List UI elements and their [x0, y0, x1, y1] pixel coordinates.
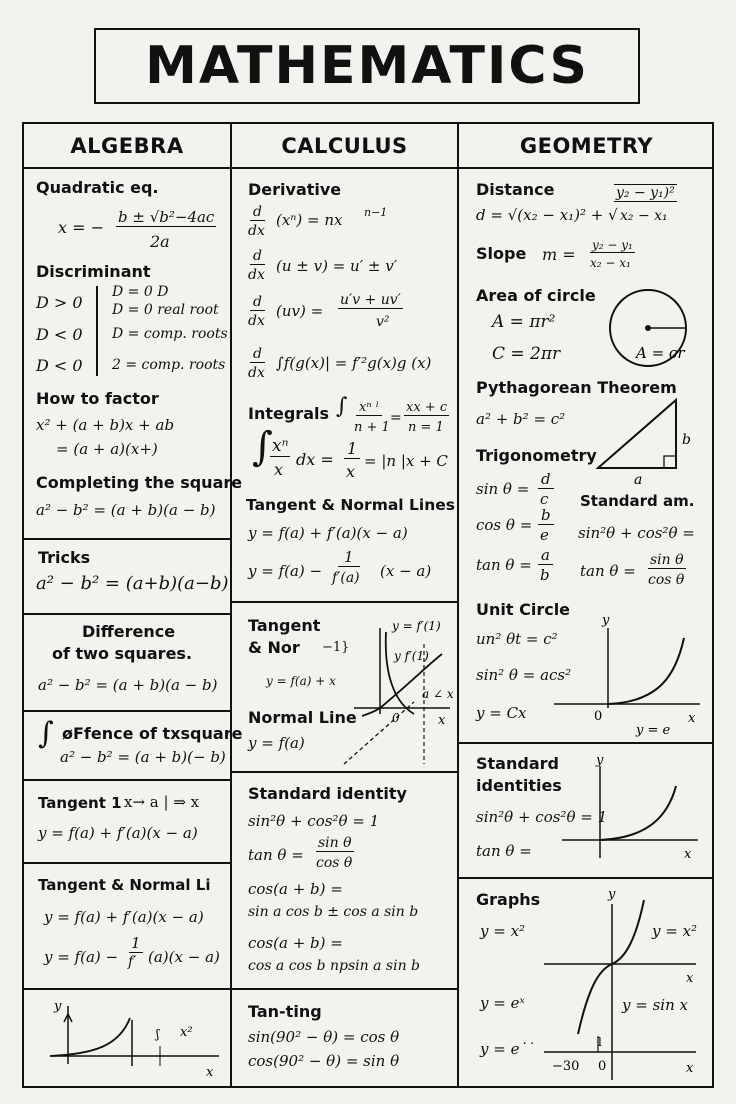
tn-graph-tick: −1}	[322, 640, 350, 655]
tn-lines-eq: y = f(a) −	[248, 562, 323, 580]
difference-heading: Difference	[82, 622, 176, 641]
curve	[386, 632, 414, 714]
column-divider	[230, 124, 232, 1086]
side-label-b: b	[682, 432, 691, 448]
y-label: y	[54, 999, 62, 1014]
graph-label: x	[686, 971, 694, 986]
discriminant-result: D = comp. roots	[112, 326, 228, 342]
fraction-denominator: f′(a)	[332, 570, 360, 586]
factor-line: x² + (a + b)x + ab	[36, 416, 175, 434]
fraction-denominator: x₂ − x₁	[590, 256, 631, 270]
x2-label: x²	[180, 1025, 193, 1040]
derivative-heading: Derivative	[248, 180, 342, 199]
section-divider	[232, 988, 457, 990]
fraction-denominator: b	[540, 566, 550, 584]
graph-label: y	[602, 613, 610, 628]
pythagorean-eq: a² + b² = c²	[476, 410, 566, 428]
tn-graph-heading: & Nor	[248, 638, 300, 657]
distance-heading: Distance	[476, 180, 555, 199]
derivative-rule: (uv) =	[276, 302, 324, 320]
graphs-eq: y = x²	[480, 922, 526, 940]
fraction-numerator: xⁿ	[272, 436, 289, 456]
identity-eq: cos(a + b) =	[248, 880, 343, 898]
standard-am-eq: tan θ =	[580, 562, 636, 580]
tanting-eq: cos(90² − θ) = sin θ	[248, 1052, 400, 1070]
tricks-heading: Tricks	[38, 548, 91, 567]
graphs-eq: y = sin x	[622, 996, 688, 1014]
unit-circle-eq: sin² θ = acs²	[476, 666, 572, 684]
d-operator: d	[250, 346, 265, 363]
right-angle-mark	[664, 456, 676, 468]
fraction-denominator: v²	[376, 314, 390, 330]
fraction-numerator: y₂ − y₁	[592, 238, 633, 252]
unit-circle-eq: un² θt = c²	[476, 630, 558, 648]
title-box	[94, 28, 640, 104]
curve	[578, 900, 644, 1034]
derivative-rule: (xⁿ) = nx	[276, 211, 343, 229]
d-operator: d	[250, 204, 265, 221]
fraction-numerator: a	[538, 546, 553, 565]
unit-circle-heading: Unit Circle	[476, 600, 571, 619]
curve	[50, 1018, 130, 1056]
trig-eq: tan θ =	[476, 556, 532, 574]
fraction-numerator: 1	[338, 548, 360, 567]
integral-result: = |n |x + C	[364, 452, 448, 470]
fence-heading: øFfence of txsquare	[62, 724, 243, 743]
tangent1-heading: Tangent 1	[38, 794, 122, 812]
integral-dx: dx =	[296, 450, 334, 469]
discriminant-heading: Discriminant	[36, 262, 151, 281]
section-divider	[24, 613, 230, 615]
identities-heading: identities	[476, 776, 562, 795]
discriminant-cond: D < 0	[36, 325, 83, 344]
formula-grid	[22, 122, 714, 1088]
identity-eq: cos(a + b) =	[248, 934, 343, 952]
section-divider	[232, 601, 457, 603]
fraction-denominator: c	[540, 490, 549, 508]
graph-label: 0	[392, 711, 400, 725]
section-divider	[24, 538, 230, 540]
identity-eq: tan θ =	[248, 846, 304, 864]
section-divider	[459, 877, 714, 879]
completing-eq: a² − b² = (a + b)(a − b)	[36, 501, 216, 519]
curve	[600, 786, 676, 840]
slope-heading: Slope	[476, 244, 527, 263]
graph-label: x	[684, 847, 692, 862]
completing-heading: Completing the square	[36, 473, 243, 492]
fence-eq: a² − b² = (a + b)(− b)	[60, 748, 226, 766]
right-triangle	[590, 390, 691, 488]
graph-label: 0	[594, 709, 603, 724]
graph-label: l	[598, 1035, 602, 1049]
discriminant-result: 2 = comp. roots	[112, 357, 226, 373]
section-divider	[459, 742, 714, 744]
circle-eq: C = 2πr	[492, 344, 561, 364]
trig-eq: cos θ =	[476, 516, 533, 534]
graph-label: y	[596, 753, 604, 768]
fraction-denominator: cos θ	[648, 572, 685, 588]
quadratic-numerator: b ± √b²−4ac	[118, 208, 215, 226]
identity-eq: sin²θ + cos²θ = 1	[248, 812, 380, 830]
fraction-numerator: xⁿ ˡ	[356, 400, 382, 416]
tanting-heading: Tan-ting	[248, 1002, 322, 1021]
column-divider	[457, 124, 459, 1086]
trig-heading: Trigonometry	[476, 446, 597, 465]
equals-sign: =	[390, 410, 402, 426]
tn-graph-heading: Tangent	[248, 616, 321, 635]
tricks-eq: a² − b² = (a+b)(a−b)	[36, 573, 229, 594]
section-divider	[24, 988, 230, 990]
tanting-eq: sin(90² − θ) = cos θ	[248, 1028, 400, 1046]
d-operator: d	[250, 294, 265, 311]
tn-lines-eq: (x − a)	[380, 562, 432, 580]
fraction-denominator: n + 1	[354, 420, 390, 435]
graphs-eq: y = eˣ	[480, 994, 525, 1012]
tangent1-side: x→ a | ⇒ x	[124, 793, 200, 811]
discriminant-bar	[96, 286, 98, 376]
slope-eq: m =	[542, 245, 576, 264]
dx-operator: dx	[248, 267, 265, 283]
circle-label: A = cr	[636, 344, 685, 362]
distance-eq: d = √(x₂ − x₁)² + √	[476, 206, 618, 224]
graph-label: x	[686, 1061, 694, 1076]
graphs-eq: y = x²	[652, 922, 698, 940]
curve	[608, 638, 684, 704]
fraction-numerator: y₂ − y₁)²	[616, 185, 675, 201]
quadratic-denominator: 2a	[150, 232, 170, 251]
integral-sign: ∫	[252, 424, 273, 470]
tangent-normal-heading: Tangent & Normal Li	[38, 876, 211, 894]
tangent-normal-eq: y = f(a) −	[44, 948, 119, 966]
tn-lines-heading: Tangent & Normal Lines	[246, 496, 455, 514]
section-divider	[232, 771, 457, 773]
dx-operator: dx	[248, 313, 265, 329]
graph-label: y = f′(1)	[392, 619, 441, 633]
identities-heading: Standard	[476, 754, 559, 773]
unit-circle-eq: y = Cx	[476, 704, 527, 722]
identity-eq: cos a cos b npsin a sin b	[248, 958, 421, 974]
graph-label: x	[688, 711, 696, 726]
header-algebra: ALGEBRA	[70, 134, 184, 158]
tangent1-eq: y = f(a) + f′(a)(x − a)	[38, 824, 198, 842]
derivative-superscript: n−1	[364, 206, 388, 219]
discriminant-cond: D > 0	[36, 293, 83, 312]
d-operator: d	[250, 248, 265, 265]
fraction-numerator: sin θ	[318, 835, 352, 851]
page-title: MATHEMATICS	[145, 36, 589, 96]
graph-label: 0	[598, 1059, 607, 1074]
normal-line-eq: y = f(a)	[248, 734, 305, 752]
graph-label: y = e	[636, 723, 671, 738]
s-label: ʃ	[156, 1027, 160, 1041]
normal-line-heading: Normal Line	[248, 708, 357, 727]
fraction-numerator: d	[538, 470, 554, 489]
graphs-plot	[540, 886, 712, 1082]
graph-label: y f′(1)	[394, 649, 429, 663]
standard-am-eq: sin²θ + cos²θ =	[578, 524, 695, 542]
tn-graph-eq: y = f(a) + x	[266, 674, 336, 688]
derivative-rule: (u ± v) = u′ ± v′	[276, 257, 398, 275]
pythagorean-heading: Pythagorean Theorem	[476, 378, 677, 397]
dx-operator: dx	[248, 223, 265, 239]
fraction-numerator: u′v + uv′	[340, 292, 401, 308]
trig-eq: sin θ =	[476, 480, 530, 498]
header-calculus: CALCULUS	[281, 134, 408, 158]
header-geometry: GEOMETRY	[519, 134, 654, 158]
integrals-heading: Integrals	[248, 404, 329, 423]
graphs-eq: y = e˙˙	[480, 1040, 535, 1058]
fraction-numerator: xx + c	[406, 400, 448, 415]
algebra-graph	[34, 994, 226, 1084]
tangent-normal-eq: y = f(a) + f′(a)(x − a)	[44, 908, 204, 926]
tangent-normal-eq: (a)(x − a)	[148, 948, 220, 966]
difference-eq: a² − b² = (a + b)(a − b)	[38, 676, 218, 694]
fraction-numerator: sin θ	[650, 552, 684, 568]
normal-line	[344, 702, 414, 764]
discriminant-result: D = 0 D	[112, 284, 169, 300]
identities-eq: tan θ =	[476, 842, 532, 860]
identity-eq: sin a cos b ± cos a sin b	[248, 904, 419, 920]
tangent-normal-graph	[314, 614, 454, 769]
tn-lines-eq: y = f(a) + f′(a)(x − a)	[248, 524, 408, 542]
graphs-heading: Graphs	[476, 890, 541, 909]
fraction-denominator: e	[540, 526, 549, 544]
fraction-denominator: x₂ − x₁	[620, 208, 668, 224]
factor-heading: How to factor	[36, 389, 159, 408]
identity-heading: Standard identity	[248, 784, 407, 803]
factor-line: = (a + a)(x+)	[56, 440, 158, 458]
difference-heading: of two squares.	[52, 644, 193, 663]
graph-label: x	[438, 713, 446, 728]
graph-label: y	[608, 887, 616, 902]
side-label-a: a	[634, 472, 643, 488]
quadratic-lhs: x = −	[58, 218, 105, 237]
fraction-numerator: 1	[344, 439, 360, 459]
derivative-rule: ∫f(g(x)| = f′²g(x)g (x)	[276, 354, 432, 372]
identities-eq: sin²θ + cos²θ = 1	[476, 808, 608, 826]
dx-operator: dx	[248, 365, 265, 381]
circle-heading: Area of circle	[476, 286, 596, 305]
x-label: x	[206, 1065, 214, 1080]
tangent-line	[362, 654, 442, 716]
discriminant-cond: D < 0	[36, 356, 83, 375]
circle-center	[645, 325, 651, 331]
unit-circle-graph	[550, 614, 710, 742]
fraction-numerator: 1	[131, 934, 141, 952]
fraction-denominator: x	[274, 460, 284, 479]
discriminant-result: D = 0 real root	[112, 302, 219, 318]
identities-graph	[558, 752, 708, 870]
graph-label: −30	[552, 1059, 580, 1074]
section-divider	[24, 779, 230, 781]
section-divider	[24, 710, 230, 712]
fraction-denominator: cos θ	[316, 855, 353, 871]
fraction-numerator: b	[538, 506, 554, 525]
circle-diagram	[602, 284, 692, 368]
section-divider	[24, 862, 230, 864]
quadratic-heading: Quadratic eq.	[36, 178, 159, 197]
integral-sign: ∫	[336, 394, 348, 419]
standard-am-heading: Standard am.	[580, 492, 695, 510]
fraction-denominator: n = 1	[408, 420, 444, 435]
integral-sign: ∫	[38, 716, 54, 751]
fraction-denominator: f′	[128, 954, 137, 970]
graph-label: a ∠ x	[422, 687, 454, 701]
fraction-denominator: x	[346, 462, 356, 481]
circle-eq: A = πr²	[492, 312, 556, 332]
